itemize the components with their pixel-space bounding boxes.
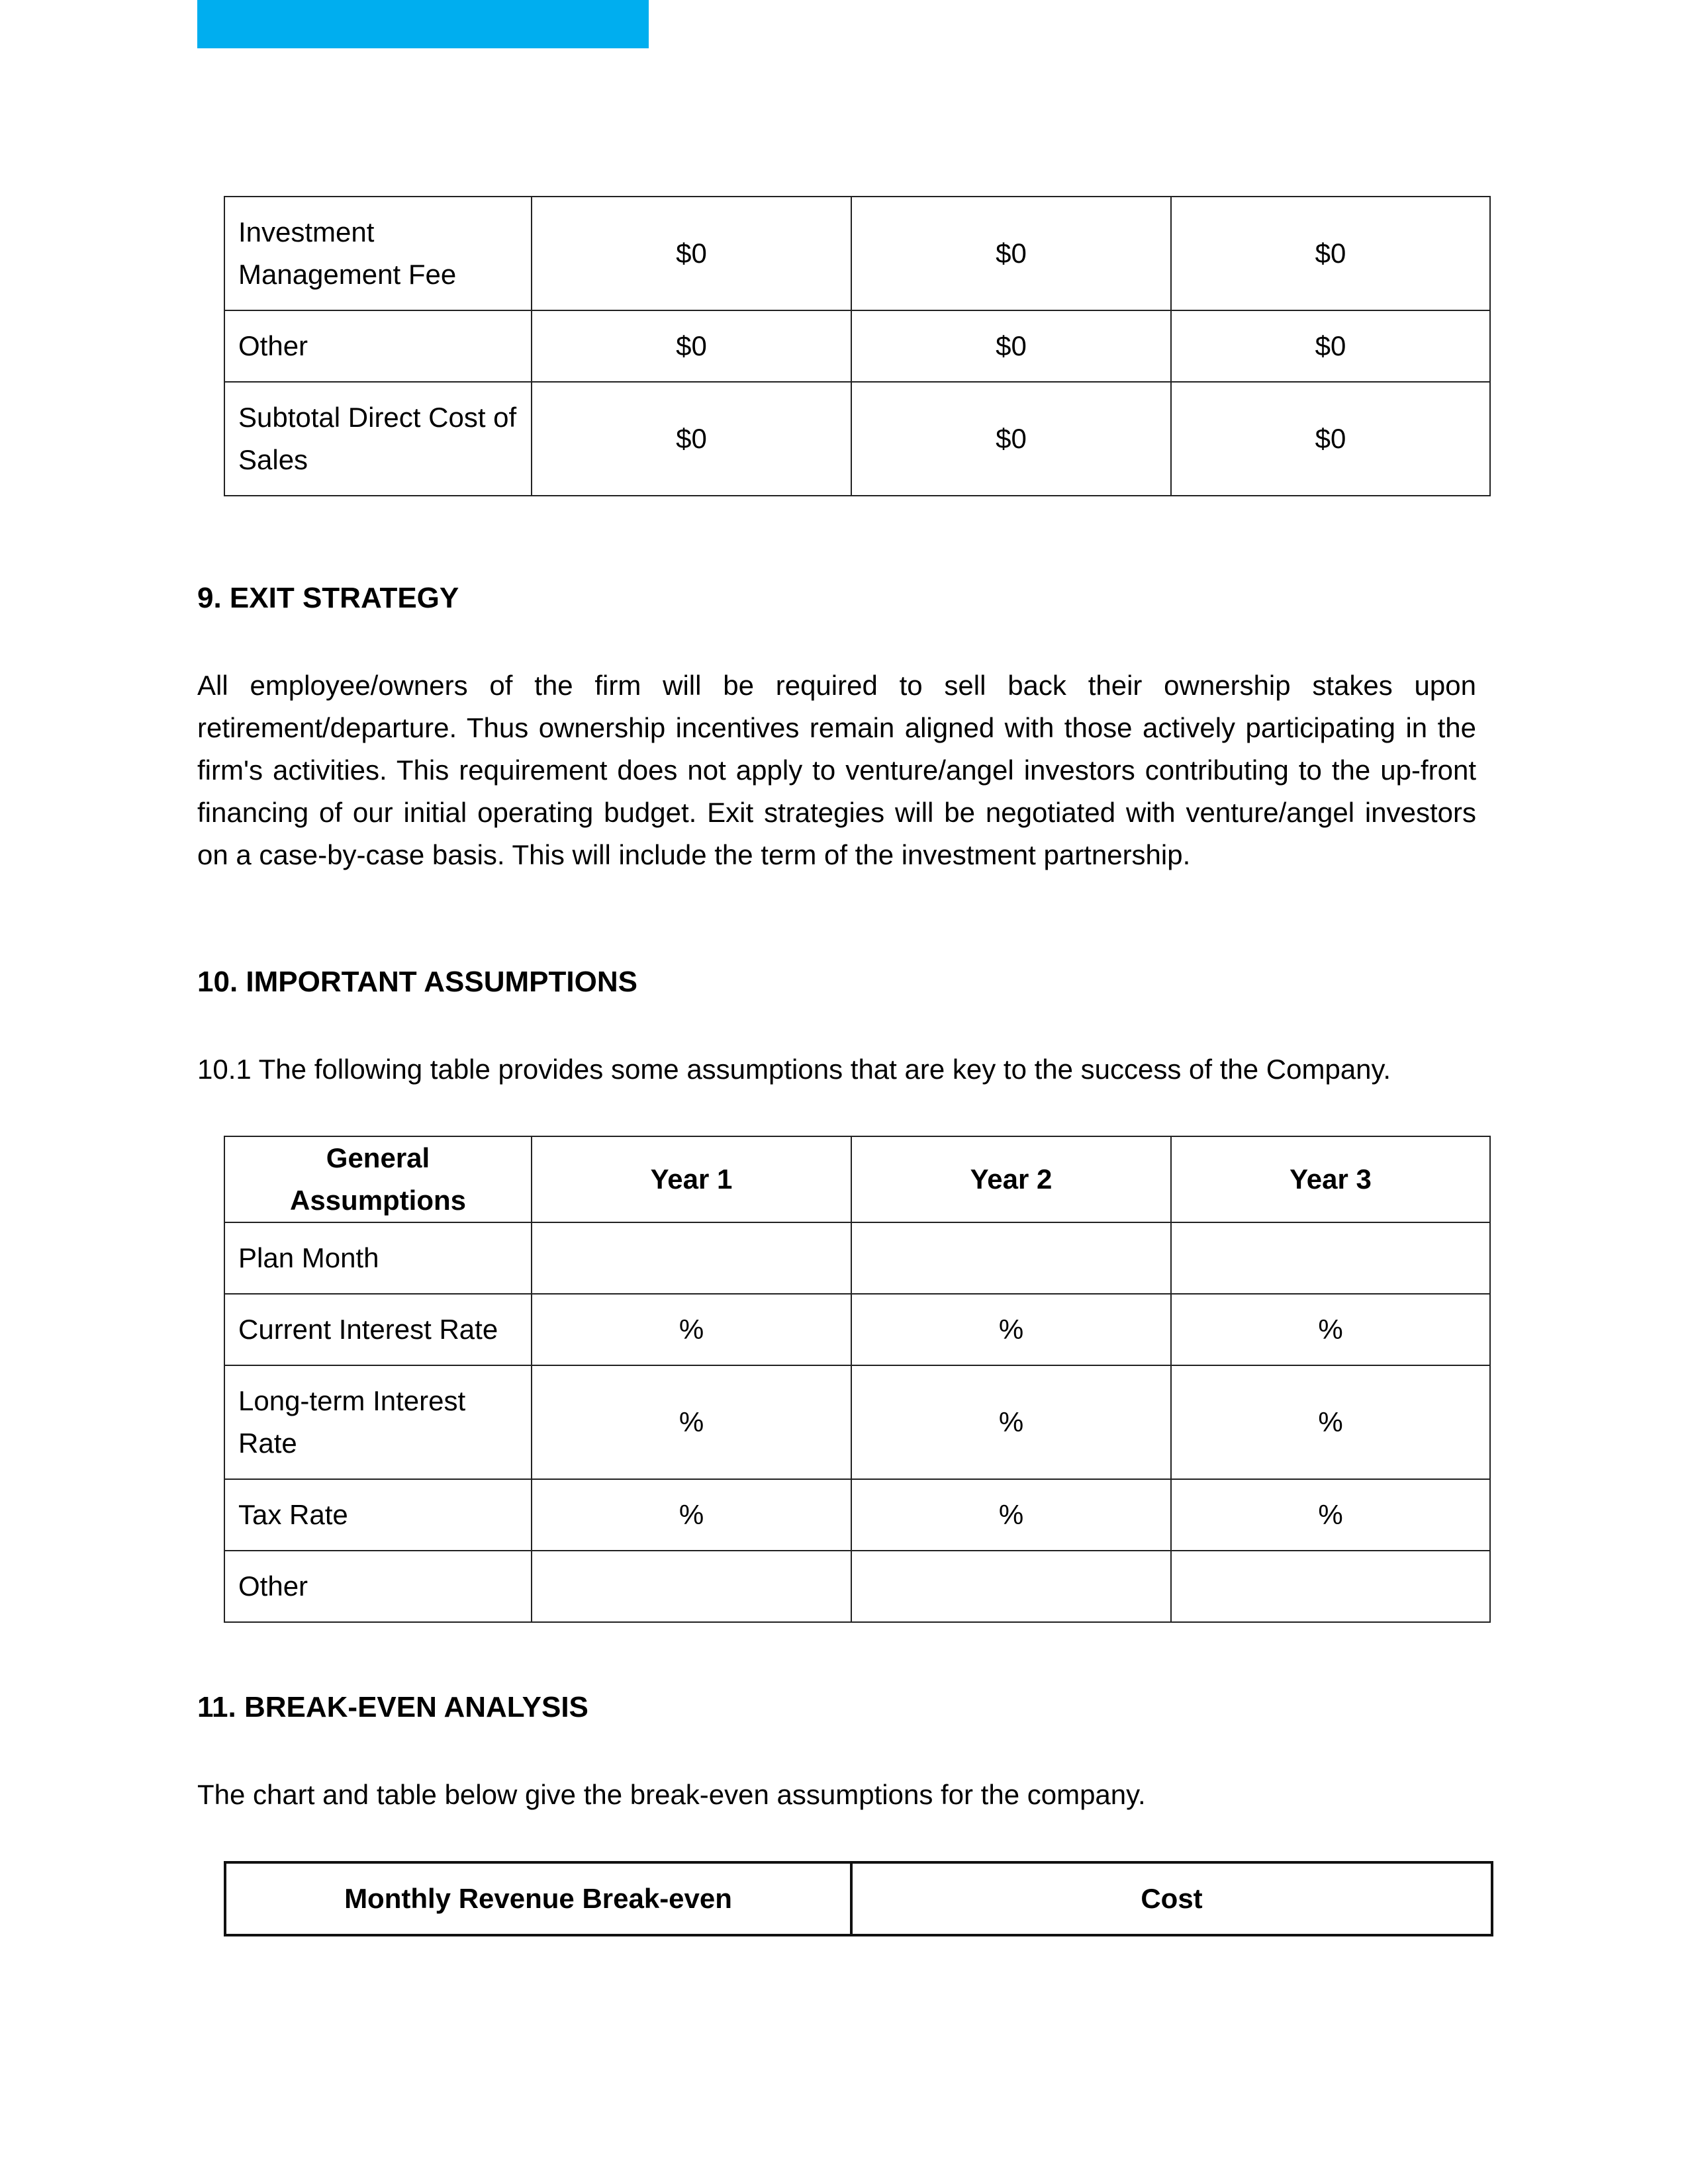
column-header: Year 1 [532,1136,851,1222]
cell-value: $0 [532,382,851,496]
row-label: Current Interest Rate [224,1294,532,1365]
cell-value: % [1171,1479,1490,1551]
column-header: Year 3 [1171,1136,1490,1222]
cell-value: % [1171,1294,1490,1365]
general-assumptions-table [224,1136,1491,1623]
cell-value: % [851,1365,1171,1479]
table-header-row [224,1136,1490,1222]
row-label: Plan Month [224,1222,532,1294]
cell-value: % [532,1294,851,1365]
cell-value: $0 [1171,310,1490,382]
cell-value: $0 [532,197,851,310]
cell-value: % [532,1479,851,1551]
break-even-intro: The chart and table below give the break-even assumptions for the company. [197,1779,1146,1810]
table-row [224,1222,1490,1294]
table-row [224,197,1490,310]
cell-value: % [1171,1365,1490,1479]
row-label: Other [224,1551,532,1622]
row-label: Other [224,310,532,382]
cell-value: % [851,1479,1171,1551]
row-label: Tax Rate [224,1479,532,1551]
table-header-row [225,1862,1492,1935]
column-header: Year 2 [851,1136,1171,1222]
column-header: General Assumptions [224,1136,532,1222]
cell-value [851,1222,1171,1294]
column-header: Monthly Revenue Break-even [225,1862,851,1935]
cell-value: $0 [1171,197,1490,310]
table-row [224,382,1490,496]
cell-value: % [532,1365,851,1479]
row-label: Subtotal Direct Cost of Sales [224,382,532,496]
table-row [224,1479,1490,1551]
cell-value: % [851,1294,1171,1365]
header-accent-bar [197,0,649,48]
cell-value [532,1222,851,1294]
row-label: Long-term Interest Rate [224,1365,532,1479]
direct-cost-table [224,196,1491,496]
break-even-table [224,1861,1493,1936]
assumptions-intro: 10.1 The following table provides some assumptions that are key to the success of the Company. [197,1054,1391,1085]
table-row [224,310,1490,382]
cell-value [851,1551,1171,1622]
cell-value: $0 [1171,382,1490,496]
cell-value: $0 [851,382,1171,496]
section-heading-break-even-analysis: 11. BREAK-EVEN ANALYSIS [197,1691,588,1723]
cell-value: $0 [851,310,1171,382]
table-row [224,1365,1490,1479]
cell-value: $0 [532,310,851,382]
cell-value [532,1551,851,1622]
column-header: Cost [851,1862,1492,1935]
exit-strategy-paragraph: All employee/owners of the firm will be required to sell back their ownership stakes upon retirement/departure. Thus ownership incentives remain aligned with those actively participating in the firm's activities. This requirement does not apply to venture/angel investors contributing to the up-front financing of our initial operating budget. Exit strategies will be negotiated with venture/angel investors on a case-by-case basis. This will include the term of the investment partnership. [197,670,1476,870]
table-row [224,1294,1490,1365]
section-heading-exit-strategy: 9. EXIT STRATEGY [197,582,459,614]
section-heading-important-assumptions: 10. IMPORTANT ASSUMPTIONS [197,966,637,998]
cell-value [1171,1222,1490,1294]
table-row [224,1551,1490,1622]
row-label: Investment Management Fee [224,197,532,310]
cell-value: $0 [851,197,1171,310]
cell-value [1171,1551,1490,1622]
